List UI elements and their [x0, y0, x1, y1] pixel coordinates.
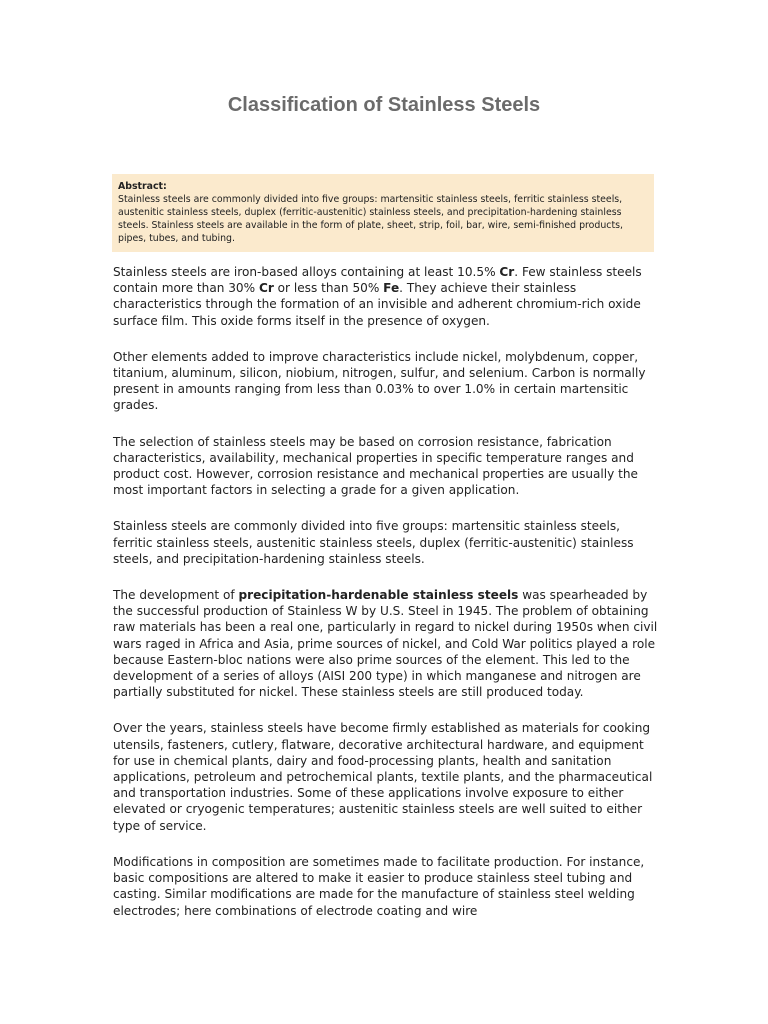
paragraph-5-text-a: The development of [113, 588, 239, 603]
chromium-symbol: Cr [499, 265, 515, 279]
iron-symbol: Fe [383, 281, 400, 296]
abstract-text: Stainless steels are commonly divided into five groups: martensitic stainless steels, ferritic stainless steels, austenitic stainless steels, duplex (ferritic-austenitic) stainless steels, and precipitation-hardening stainless steels. Stainless steels are available in the form of plate, sheet, strip, foil, bar, wire, semi-finished products, pipes, tubes, and tubing. [118, 194, 623, 244]
paragraph-5 [113, 587, 658, 700]
paragraph-6: Over the years, stainless steels have become firmly established as materials for cooking utensils, fasteners, cutlery, flatware, decorative architectural hardware, and equipment for use in chemical plants, dairy and food-processing plants, health and sanitation applications, petroleum and petrochemical plants, textile plants, and the pharmaceutical and transportation industries. Some of these applications involve exposure to either elevated or cryogenic temperatures; austenitic stainless steels are well suited to either type of service. [113, 721, 653, 833]
chromium-symbol: Cr [258, 281, 274, 296]
paragraph-7: Modifications in composition are sometimes made to facilitate production. For instance, basic compositions are altered to make it easier to produce stainless steel tubing and casting. Similar modifications are made for the manufacture of stainless steel welding electrodes; here combinations of electrode coating and wire [113, 854, 645, 918]
paragraph-4: Stainless steels are commonly divided into five groups: martensitic stainless steels, ferritic stainless steels, austenitic stainless steels, duplex (ferritic-austenitic) stainless steels, and precipitation-hardening stainless steels. [113, 519, 634, 566]
paragraph-2: Other elements added to improve characteristics include nickel, molybdenum, copper, titanium, aluminum, silicon, niobium, nitrogen, sulfur, and selenium. Carbon is normally present in amounts ranging from less than 0.03% to over 1.0% in certain martensitic grades. [113, 349, 646, 413]
paragraph-5-emphasis: precipitation-hardenable stainless steels [238, 588, 519, 603]
paragraph-1-text-g: . They achieve their stainless characteristics through the formation of an invisible and adherent chromium-rich oxide surface film. This oxide forms itself in the presence of oxygen. [113, 281, 641, 328]
paragraph-3: The selection of stainless steels may be based on corrosion resistance, fabrication characteristics, availability, mechanical properties in specific temperature ranges and product cost. However, corrosion resistance and mechanical properties are usually the most important factors in selecting a grade for a given application. [113, 434, 638, 498]
abstract-label: Abstract: [118, 181, 167, 192]
paragraph-1-text-a: Stainless steels are iron-based alloys containing at least 10.5% [113, 265, 500, 279]
paragraph-1 [113, 264, 658, 329]
paragraph-5-text-c: was spearheaded by the successful production of Stainless W by U.S. Steel in 1945. The problem of obtaining raw materials has been a real one, particularly in regard to nickel during 1950s when civil wars raged in Africa and Asia, prime sources of nickel, and Cold War politics played a role because Eastern-bloc nations were also prime sources of the element. This led to the development of a series of alloys (AISI 200 type) in which manganese and nitrogen are partially substituted for nickel. These stainless steels are still produced today. [113, 588, 658, 700]
paragraph-1-text-c: . Few stainless steels contain more than 30% [113, 265, 642, 296]
article-body [113, 264, 658, 939]
abstract-box [112, 174, 654, 252]
paragraph-1-text-e: or less than 50% [273, 281, 384, 296]
page-title: Classification of Stainless Steels [227, 94, 541, 116]
